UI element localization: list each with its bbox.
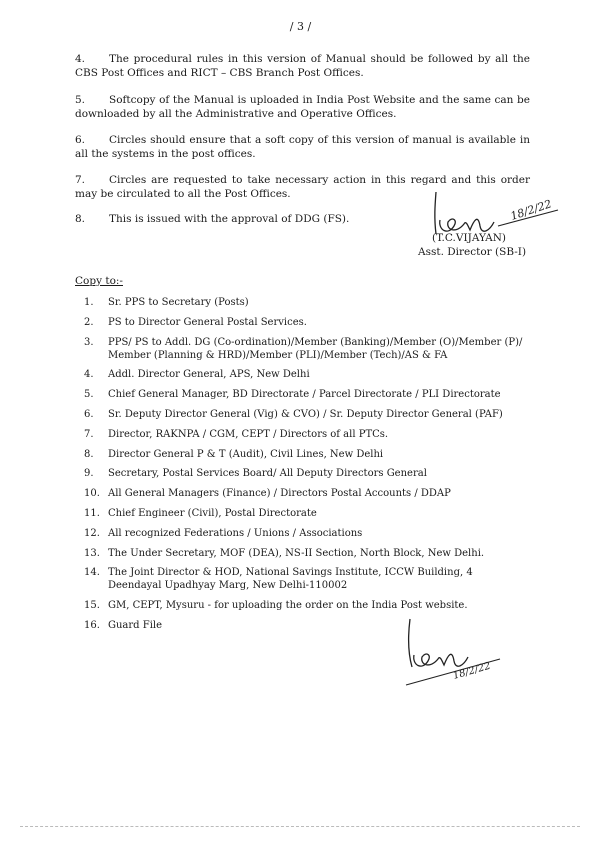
list-item: 1. Sr. PPS to Secretary (Posts) [84, 297, 249, 308]
list-item: 12. All recognized Federations / Unions / Associations [84, 527, 363, 539]
page-number: / 3 / [289, 20, 312, 33]
signatory-name: (T.C.VIJAYAN) [432, 232, 506, 244]
paragraph-number: 8. [75, 213, 86, 225]
list-item: 15. GM, CEPT, Mysuru - for uploading the order on the India Post website. [84, 600, 468, 612]
paragraph-4 [75, 52, 530, 80]
list-item: 3. PPS/ PS to Addl. DG (Co-ordination)/Member (Banking)/Member (O)/Member (P)/ Member (Planning & HRD)/Member (PLI)/Member (Tech)/AS & FA [84, 336, 523, 361]
signature-icon [396, 615, 516, 690]
copy-to-list [84, 296, 524, 639]
paragraph-number: 6. [75, 134, 86, 146]
paragraph-6 [75, 133, 530, 161]
list-item: 11. Chief Engineer (Civil), Postal Directorate [84, 507, 317, 519]
paragraph-number: 7. [75, 174, 86, 186]
paragraph-text: Circles are requested to take necessary action in this regard and this order may be circulated to all the Post Offices. [75, 174, 530, 200]
list-item: 10. All General Managers (Finance) / Directors Postal Accounts / DDAP [84, 488, 451, 500]
paragraph-text: This is issued with the approval of DDG (FS). [109, 213, 350, 225]
paragraph-8 [75, 212, 375, 226]
list-item: 7. Director, RAKNPA / CGM, CEPT / Directors of all PTCs. [84, 428, 389, 440]
copy-to-heading: Copy to:- [75, 275, 123, 287]
list-item: 9. Secretary, Postal Services Board/ All Deputy Directors General [84, 468, 427, 480]
list-item: 16. Guard File [84, 619, 163, 631]
paragraph-number: 4. [75, 53, 86, 65]
signature-date: 18/2/22 [508, 197, 554, 223]
list-item: 4. Addl. Director General, APS, New Delhi [84, 369, 310, 381]
paragraph-number: 5. [75, 94, 86, 106]
paragraph-text: Circles should ensure that a soft copy of this version of manual is available in all the systems in the post offices. [75, 134, 530, 160]
paragraph-5 [75, 93, 530, 121]
signature-date: 18/2/22 [451, 660, 492, 682]
list-item: 14. The Joint Director & HOD, National Savings Institute, ICCW Building, 4 Deendayal Upadhyay Marg, New Delhi-110002 [84, 567, 473, 592]
list-item: 8. Director General P & T (Audit), Civil Lines, New Delhi [84, 448, 384, 460]
paragraph-text: Softcopy of the Manual is uploaded in India Post Website and the same can be downloaded by all the Administrative and Operative Offices. [75, 94, 530, 120]
list-item: 2. PS to Director General Postal Services. [84, 316, 307, 328]
signatory-designation: Asst. Director (SB-I) [418, 246, 527, 258]
page-footer-divider [20, 826, 580, 828]
paragraph-text: The procedural rules in this version of Manual should be followed by all the CBS Post Offices and RICT – CBS Branch Post Offices. [75, 53, 530, 79]
list-item: 5. Chief General Manager, BD Directorate / Parcel Directorate / PLI Directorate [84, 389, 501, 401]
list-item: 6. Sr. Deputy Director General (Vig) & CVO) / Sr. Deputy Director General (PAF) [84, 408, 503, 420]
list-item: 13. The Under Secretary, MOF (DEA), NS-II Section, North Block, New Delhi. [84, 547, 485, 559]
